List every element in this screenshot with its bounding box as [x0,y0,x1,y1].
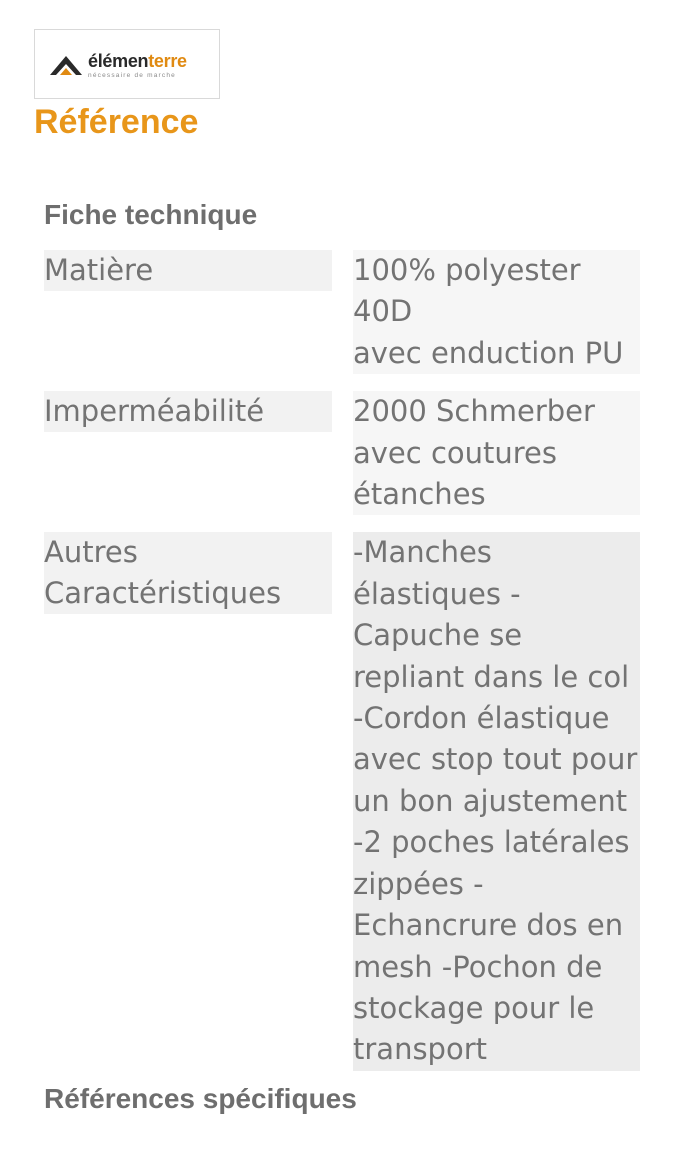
page-title: Référence [34,103,199,141]
spec-row-waterproofing [44,391,640,515]
brand-logo[interactable] [34,29,220,99]
spec-label: Autres Caractéristiques [44,532,332,614]
spec-row-other-features [44,532,640,1070]
spec-table [44,250,640,1088]
mountain-logo-icon [48,53,84,77]
spec-row-material [44,250,640,374]
spec-label: Imperméabilité [44,391,332,432]
brand-name-part2: terre [148,51,187,71]
specific-references-heading: Références spécifiques [44,1083,357,1114]
spec-label: Matière [44,250,332,291]
spec-value: 100% polyester 40D avec enduction PU [353,250,640,374]
brand-tagline: nécessaire de marche [88,72,176,79]
spec-value: -Manches élastiques - Capuche se repliant dans le col -Cordon élastique avec stop tout pour un bon ajustement -2 poches latérales zippées - Echancrure dos en mesh -Pochon de stockage pour le transport [353,532,640,1070]
spec-value: 2000 Schmerber avec coutures étanches [353,391,640,515]
technical-sheet-heading: Fiche technique [44,199,258,230]
brand-name-part1: élémen [88,51,149,71]
brand-name [88,51,187,71]
